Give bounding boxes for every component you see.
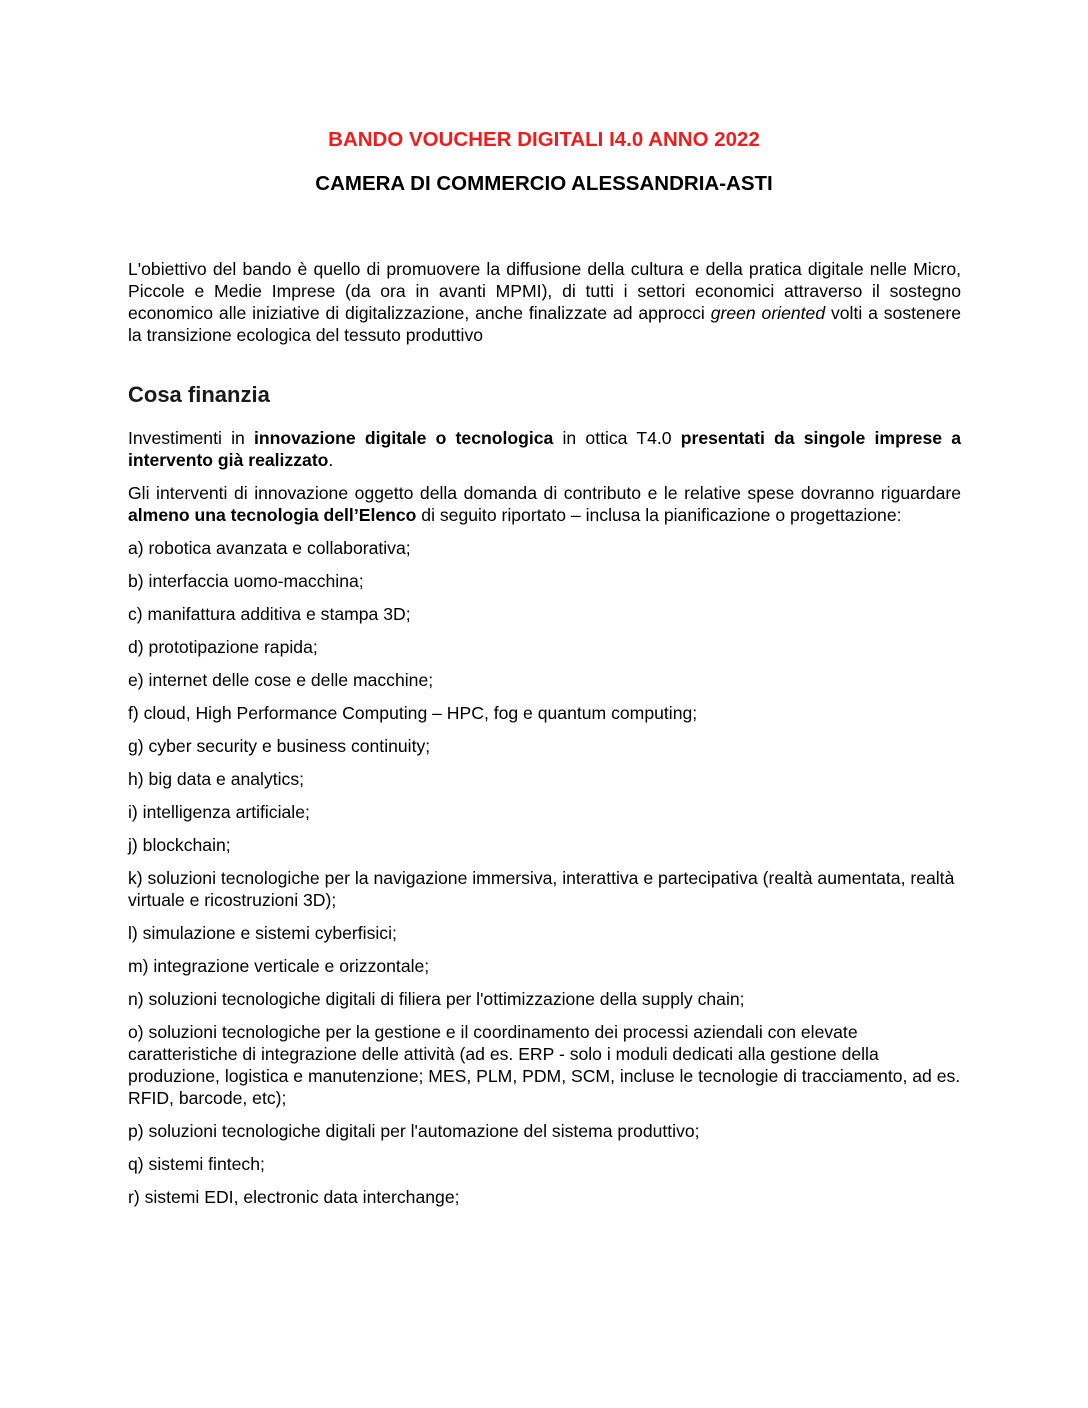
list-item: r) sistemi EDI, electronic data interchange; (128, 1187, 460, 1207)
list-item: l) simulazione e sistemi cyberfisici; (128, 923, 397, 943)
list-item: q) sistemi fintech; (128, 1154, 265, 1174)
intro-text-2: volti a sostenere la transizione ecologica del tessuto produttivo (128, 303, 961, 345)
list-item: b) interfaccia uomo-macchina; (128, 571, 364, 591)
paragraph-investments (128, 427, 961, 471)
p1-bold-1: innovazione digitale o tecnologica (253, 428, 554, 448)
list-item: n) soluzioni tecnologiche digitali di filiera per l'ottimizzazione della supply chain; (128, 989, 745, 1009)
list-item: a) robotica avanzata e collaborativa; (128, 538, 411, 558)
list-item: e) internet delle cose e delle macchine; (128, 670, 434, 690)
list-item: h) big data e analytics; (128, 769, 305, 789)
p1-text-3: . (328, 450, 334, 470)
list-item: j) blockchain; (128, 835, 231, 855)
list-item: g) cyber security e business continuity; (128, 736, 431, 756)
list-item: p) soluzioni tecnologiche digitali per l'automazione del sistema produttivo; (128, 1121, 700, 1141)
p2-text-2: di seguito riportato – inclusa la pianificazione o progettazione: (416, 505, 902, 525)
document-title: BANDO VOUCHER DIGITALI I4.0 ANNO 2022 (328, 128, 760, 151)
list-item: f) cloud, High Performance Computing – HPC, fog e quantum computing; (128, 703, 698, 723)
p1-text-1: Investimenti in (128, 428, 254, 448)
intro-text-1: L'obiettivo del bando è quello di promuovere la diffusione della cultura e della pratica digitale nelle Micro, Piccole e Medie Imprese (da ora in avanti MPMI), di tutti i settori economici attraverso il sostegno economico alle iniziative di digitalizzazione, anche finalizzate ad approcci (128, 259, 961, 323)
section-heading: Cosa finanzia (128, 382, 270, 407)
document-subtitle: CAMERA DI COMMERCIO ALESSANDRIA-ASTI (315, 172, 773, 195)
list-item: c) manifattura additiva e stampa 3D; (128, 604, 411, 624)
list-item: m) integrazione verticale e orizzontale; (128, 956, 430, 976)
p1-text-2: in ottica T4.0 (553, 428, 681, 448)
intro-italic: green oriented (710, 303, 826, 323)
p2-text-1: Gli interventi di innovazione oggetto della domanda di contributo e le relative spese dovranno riguardare (128, 483, 961, 503)
intro-paragraph (128, 258, 961, 346)
list-item: i) intelligenza artificiale; (128, 802, 310, 822)
list-item: d) prototipazione rapida; (128, 637, 318, 657)
list-item: o) soluzioni tecnologiche per la gestione e il coordinamento dei processi aziendali con elevate caratteristiche di integrazione delle attività (ad es. ERP - solo i moduli dedicati alla gestione della produzione, logistica e manutenzione; MES, PLM, PDM, SCM, incluse le tecnologie di tracciamento, ad es. RFID, barcode, etc); (128, 1022, 961, 1108)
paragraph-interventions (128, 482, 961, 526)
technology-list (128, 537, 961, 1208)
p1-bold-2: presentati da singole imprese a intervento già realizzato (128, 428, 962, 470)
p2-bold-1: almeno una tecnologia dell’Elenco (128, 505, 417, 525)
document-body (128, 258, 961, 1219)
list-item: k) soluzioni tecnologiche per la navigazione immersiva, interattiva e partecipativa (realtà aumentata, realtà virtuale e ricostruzioni 3D); (128, 868, 955, 910)
